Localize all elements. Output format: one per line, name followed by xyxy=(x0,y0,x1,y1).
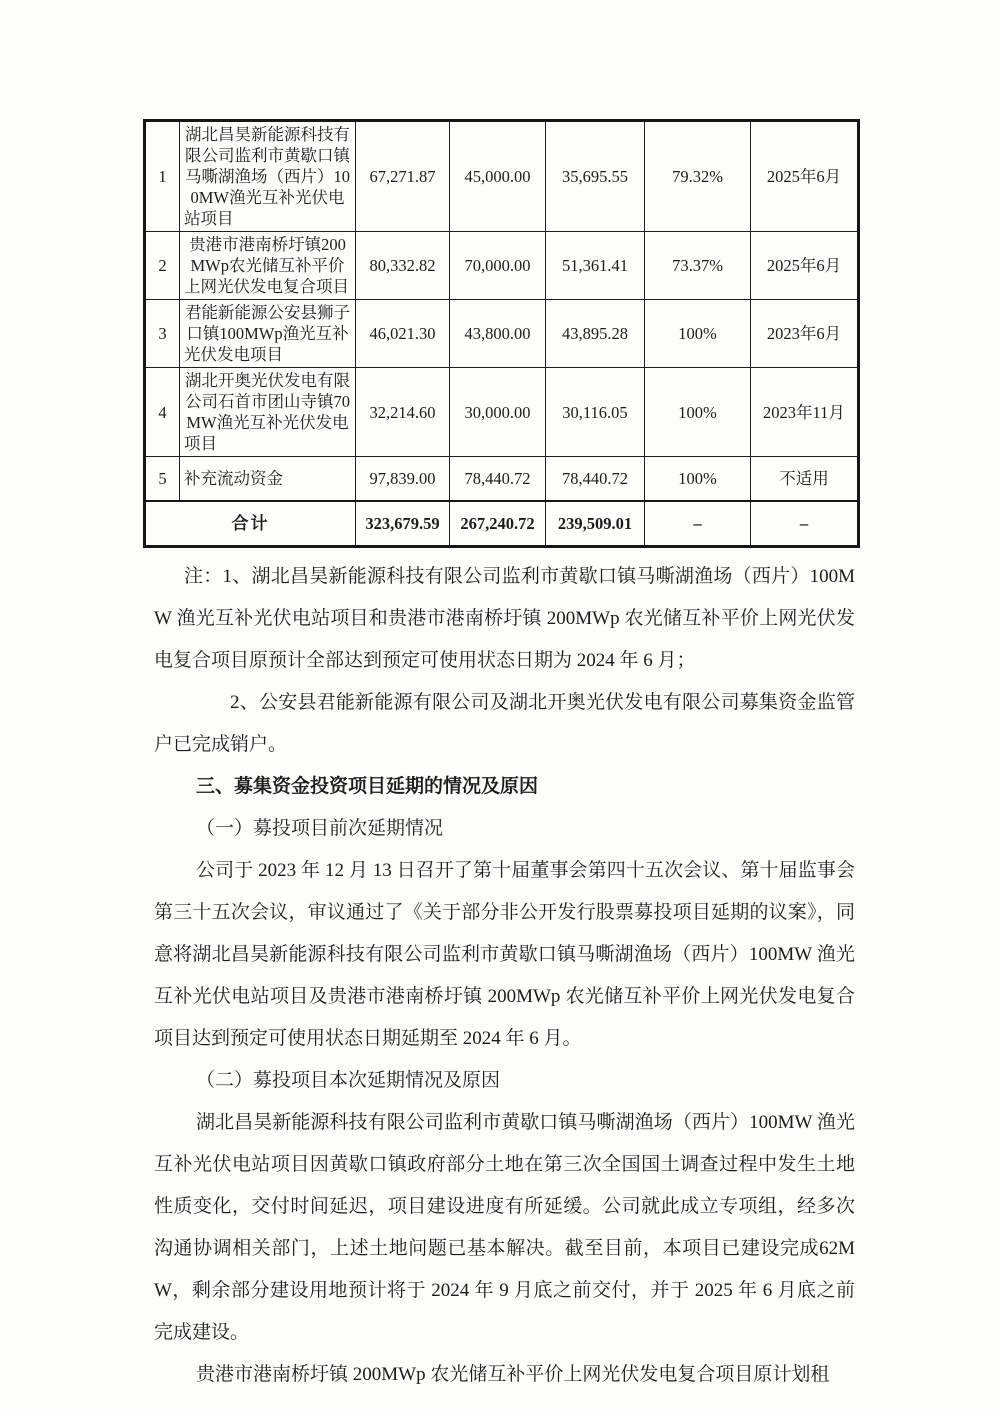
cell-total-date: – xyxy=(751,501,859,547)
fundraising-projects-table xyxy=(143,119,860,548)
table-row xyxy=(145,121,859,232)
cell-invested-amount: 51,361.41 xyxy=(546,232,645,300)
cell-progress: 100% xyxy=(645,300,751,368)
cell-raised-amount: 80,332.82 xyxy=(356,232,450,300)
cell-progress: 100% xyxy=(645,368,751,457)
cell-project-name: 湖北开奥光伏发电有限公司石首市团山寺镇70MW渔光互补光伏发电项目 xyxy=(180,368,356,457)
table-note-1: 注：1、湖北昌昊新能源科技有限公司监利市黄歇口镇马嘶湖渔场（西片）100MW 渔光互补光伏电站项目和贵港市港南桥圩镇 200MWp 农光储互补平价上网光伏发电复合项目原预计全部达到预定可使用状态日期为 2024 年 6 月； xyxy=(154,566,855,671)
paragraph-guigang-project: 贵港市港南桥圩镇 200MWp 农光储互补平价上网光伏发电复合项目原计划租 xyxy=(196,1364,830,1385)
table-row xyxy=(145,457,859,501)
cell-committed-amount: 43,800.00 xyxy=(450,300,546,368)
cell-project-name: 君能新能源公安县狮子口镇100MWp渔光互补光伏发电项目 xyxy=(180,300,356,368)
cell-invested-amount: 30,116.05 xyxy=(546,368,645,457)
page-content xyxy=(143,119,857,1396)
section-heading: 三、募集资金投资项目延期的情况及原因 xyxy=(196,776,539,797)
cell-row-number: 5 xyxy=(145,457,180,501)
cell-total-progress: – xyxy=(645,501,751,547)
cell-completion-date: 不适用 xyxy=(751,457,859,501)
cell-raised-amount: 46,021.30 xyxy=(356,300,450,368)
table-row xyxy=(145,300,859,368)
cell-completion-date: 2025年6月 xyxy=(751,232,859,300)
cell-progress: 100% xyxy=(645,457,751,501)
table-note-2: 2、公安县君能新能源有限公司及湖北开奥光伏发电有限公司募集资金监管户已完成销户。 xyxy=(154,692,855,755)
cell-invested-amount: 43,895.28 xyxy=(546,300,645,368)
cell-committed-amount: 70,000.00 xyxy=(450,232,546,300)
cell-invested-amount: 35,695.55 xyxy=(546,121,645,232)
subsection-heading-1: （一）募投项目前次延期情况 xyxy=(196,818,444,839)
cell-completion-date: 2025年6月 xyxy=(751,121,859,232)
cell-committed-amount: 45,000.00 xyxy=(450,121,546,232)
paragraph-current-delay: 湖北昌昊新能源科技有限公司监利市黄歇口镇马嘶湖渔场（西片）100MW 渔光互补光伏电站项目因黄歇口镇政府部分土地在第三次全国国土调查过程中发生土地性质变化，交付时间延迟，项目建设进度有所延缓。公司就此成立专项组，经多次沟通协调相关部门，上述土地问题已基本解决。截至目前，本项目已建设完成62MW，剩余部分建设用地预计将于 2024 年 9 月底之前交付，并于 2025 年 6 月底之前完成建设。 xyxy=(154,1112,855,1343)
cell-progress: 79.32% xyxy=(645,121,751,232)
table-row xyxy=(145,232,859,300)
cell-total-invested: 239,509.01 xyxy=(546,501,645,547)
cell-total-label: 合计 xyxy=(145,501,356,547)
cell-row-number: 4 xyxy=(145,368,180,457)
cell-raised-amount: 67,271.87 xyxy=(356,121,450,232)
cell-raised-amount: 32,214.60 xyxy=(356,368,450,457)
cell-raised-amount: 97,839.00 xyxy=(356,457,450,501)
cell-invested-amount: 78,440.72 xyxy=(546,457,645,501)
cell-progress: 73.37% xyxy=(645,232,751,300)
table-total-row xyxy=(145,501,859,547)
cell-committed-amount: 30,000.00 xyxy=(450,368,546,457)
cell-total-committed: 267,240.72 xyxy=(450,501,546,547)
body-text xyxy=(154,556,855,1396)
cell-row-number: 3 xyxy=(145,300,180,368)
cell-completion-date: 2023年6月 xyxy=(751,300,859,368)
cell-project-name: 补充流动资金 xyxy=(180,457,356,501)
cell-project-name: 湖北昌昊新能源科技有限公司监利市黄歇口镇马嘶湖渔场（西片）100MW渔光互补光伏电站项目 xyxy=(180,121,356,232)
cell-row-number: 2 xyxy=(145,232,180,300)
paragraph-prior-delay: 公司于 2023 年 12 月 13 日召开了第十届董事会第四十五次会议、第十届监事会第三十五次会议，审议通过了《关于部分非公开发行股票募投项目延期的议案》，同意将湖北昌昊新能源科技有限公司监利市黄歇口镇马嘶湖渔场（西片）100MW 渔光互补光伏电站项目及贵港市港南桥圩镇 200MWp 农光储互补平价上网光伏发电复合项目达到预定可使用状态日期延期至 2024 年 6 月。 xyxy=(154,860,855,1049)
cell-total-raised: 323,679.59 xyxy=(356,501,450,547)
cell-project-name: 贵港市港南桥圩镇200MWp农光储互补平价上网光伏发电复合项目 xyxy=(180,232,356,300)
cell-row-number: 1 xyxy=(145,121,180,232)
subsection-heading-2: （二）募投项目本次延期情况及原因 xyxy=(196,1070,501,1091)
cell-completion-date: 2023年11月 xyxy=(751,368,859,457)
cell-committed-amount: 78,440.72 xyxy=(450,457,546,501)
table-row xyxy=(145,368,859,457)
